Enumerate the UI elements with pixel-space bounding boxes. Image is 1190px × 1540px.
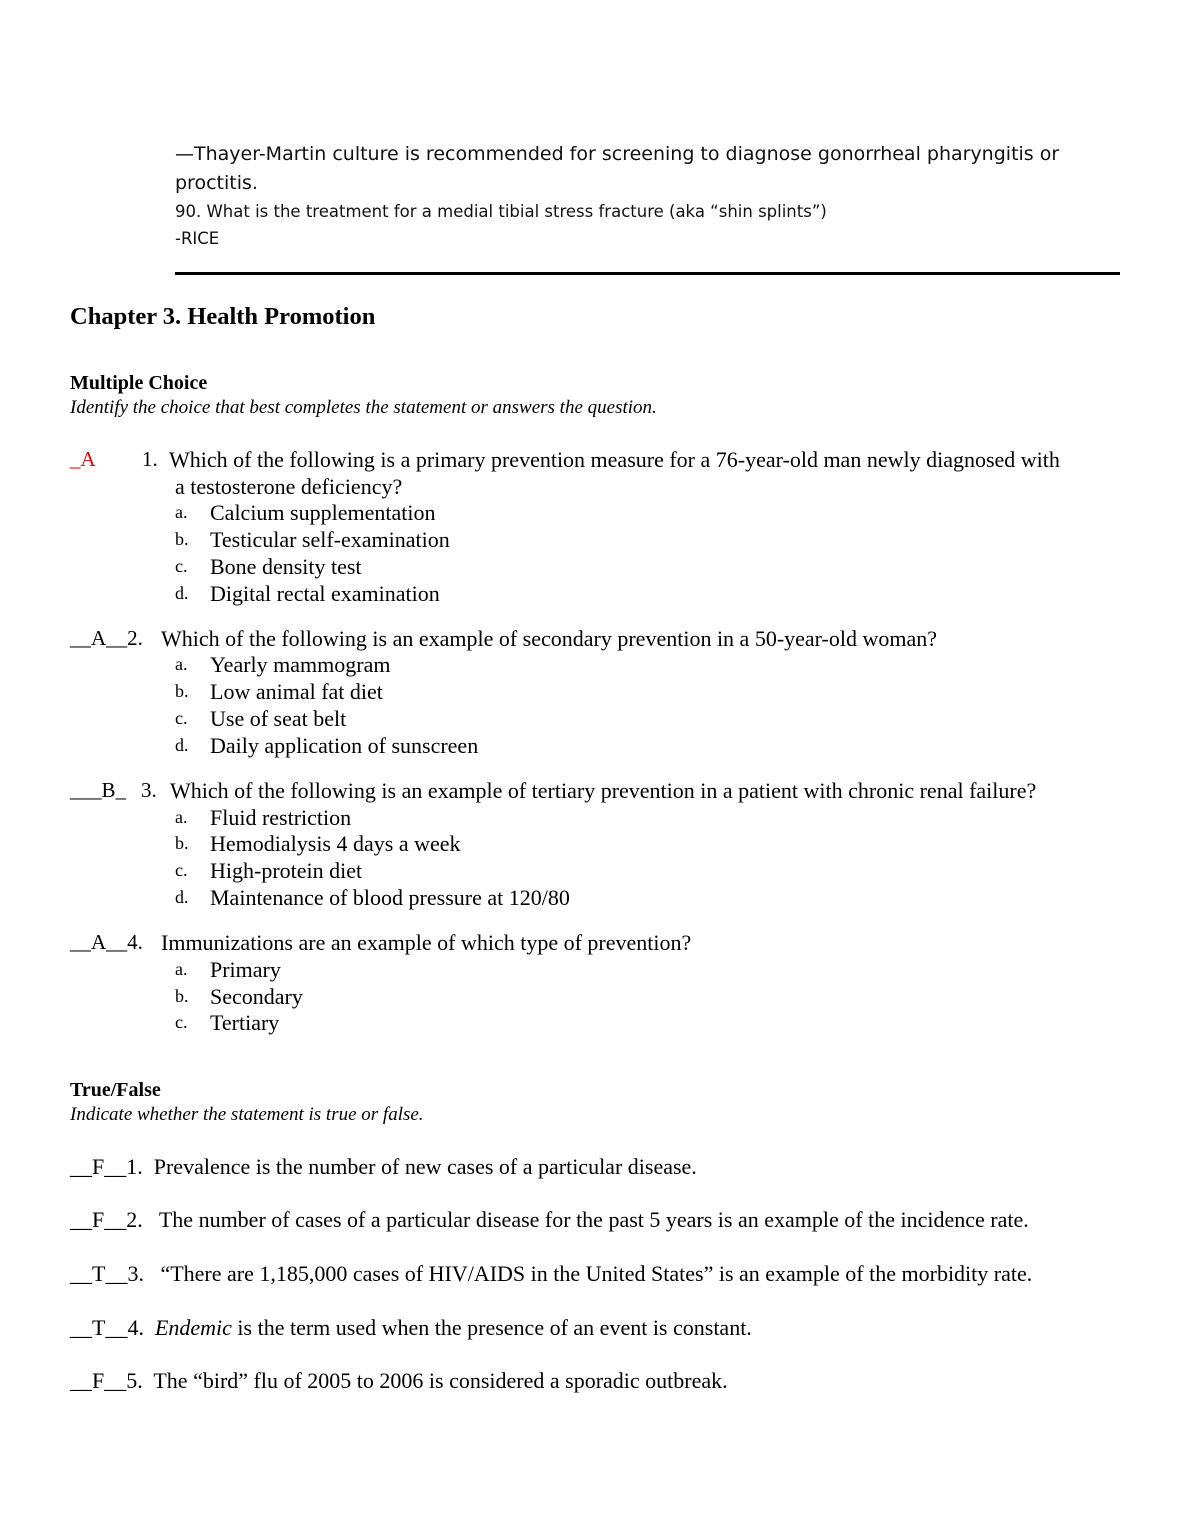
tf-statement: The number of cases of a particular disease for the past 5 years is an example of the incidence rate. [158, 1207, 1029, 1232]
tf-item [70, 1367, 728, 1394]
tf-answer: __F__1. [70, 1154, 143, 1179]
option-letter: b. [175, 681, 189, 701]
tf-statement: Prevalence is the number of new cases of a particular disease. [153, 1154, 697, 1179]
answer-blank: __A__4. [70, 930, 143, 954]
tf-answer: __T__3. [70, 1261, 144, 1286]
question-stem: Immunizations are an example of which type of prevention? [161, 930, 692, 955]
option-text: Digital rectal examination [210, 581, 440, 606]
question-number: 1. [142, 447, 158, 471]
option-letter: a. [175, 654, 188, 674]
tf-item [70, 1153, 697, 1180]
option-text: Use of seat belt [210, 706, 347, 731]
tf-emphasis: Endemic [154, 1315, 232, 1340]
option-letter: b. [175, 529, 189, 549]
mc-heading: Multiple Choice [70, 372, 208, 394]
option-letter: a. [175, 502, 188, 522]
option-text: Primary [210, 957, 281, 982]
mc-instruction: Identify the choice that best completes the statement or answers the question. [70, 397, 657, 418]
option-letter: d. [175, 583, 189, 603]
answer-blank: _A [70, 447, 96, 471]
option-text: Daily application of sunscreen [210, 733, 479, 758]
note-question-90: 90. What is the treatment for a medial tibial stress fracture (aka “shin splints”) [175, 202, 827, 221]
option-text: High-protein diet [210, 858, 363, 883]
option-text: Maintenance of blood pressure at 120/80 [210, 885, 570, 910]
option-text: Calcium supplementation [210, 500, 436, 525]
note-thayer-martin: —Thayer-Martin culture is recommended for screening to diagnose gonorrheal pharyngitis or proctitis. [175, 143, 1060, 194]
tf-item [70, 1314, 752, 1341]
tf-answer: __F__5. [70, 1368, 143, 1393]
question-stem: Which of the following is an example of secondary prevention in a 50-year-old woman? [161, 626, 938, 651]
option-letter: a. [175, 959, 188, 979]
option-letter: c. [175, 1012, 188, 1032]
tf-heading: True/False [70, 1079, 161, 1101]
option-letter: c. [175, 708, 188, 728]
question-number: 3. [141, 778, 157, 802]
option-letter: b. [175, 833, 189, 853]
tf-instruction: Indicate whether the statement is true or false. [70, 1104, 424, 1125]
answer-blank: ___B_ [70, 778, 127, 802]
tf-item [70, 1206, 1029, 1233]
option-letter: a. [175, 807, 188, 827]
option-text: Bone density test [210, 554, 362, 579]
tf-statement: The “bird” flu of 2005 to 2006 is considered a sporadic outbreak. [153, 1368, 728, 1393]
option-letter: c. [175, 860, 188, 880]
option-text: Testicular self-examination [210, 527, 450, 552]
question-stem: Which of the following is an example of tertiary prevention in a patient with chronic renal failure? [170, 778, 1037, 803]
tf-answer: __T__4. [70, 1315, 144, 1340]
option-text: Hemodialysis 4 days a week [210, 831, 461, 856]
option-text: Tertiary [210, 1010, 280, 1035]
tf-statement: “There are 1,185,000 cases of HIV/AIDS in the United States” is an example of the morbidity rate. [160, 1261, 1033, 1286]
tf-statement: is the term used when the presence of an event is constant. [231, 1315, 752, 1340]
tf-answer: __F__2. [70, 1207, 143, 1232]
option-letter: c. [175, 556, 188, 576]
option-text: Low animal fat diet [210, 679, 383, 704]
note-answer-rice: -RICE [175, 229, 220, 248]
answer-blank: __A__2. [70, 626, 143, 650]
chapter-title: Chapter 3. Health Promotion [70, 303, 376, 330]
option-letter: d. [175, 735, 189, 755]
option-letter: d. [175, 887, 189, 907]
section-divider [175, 272, 1120, 275]
question-stem-cont: a testosterone deficiency? [175, 474, 403, 499]
option-text: Fluid restriction [210, 805, 352, 830]
option-text: Secondary [210, 984, 303, 1009]
tf-item [70, 1260, 1032, 1287]
option-text: Yearly mammogram [210, 652, 391, 677]
option-letter: b. [175, 986, 189, 1006]
question-stem: Which of the following is a primary prevention measure for a 76-year-old man newly diagnosed with [169, 447, 1060, 472]
top-notes [175, 140, 1075, 252]
